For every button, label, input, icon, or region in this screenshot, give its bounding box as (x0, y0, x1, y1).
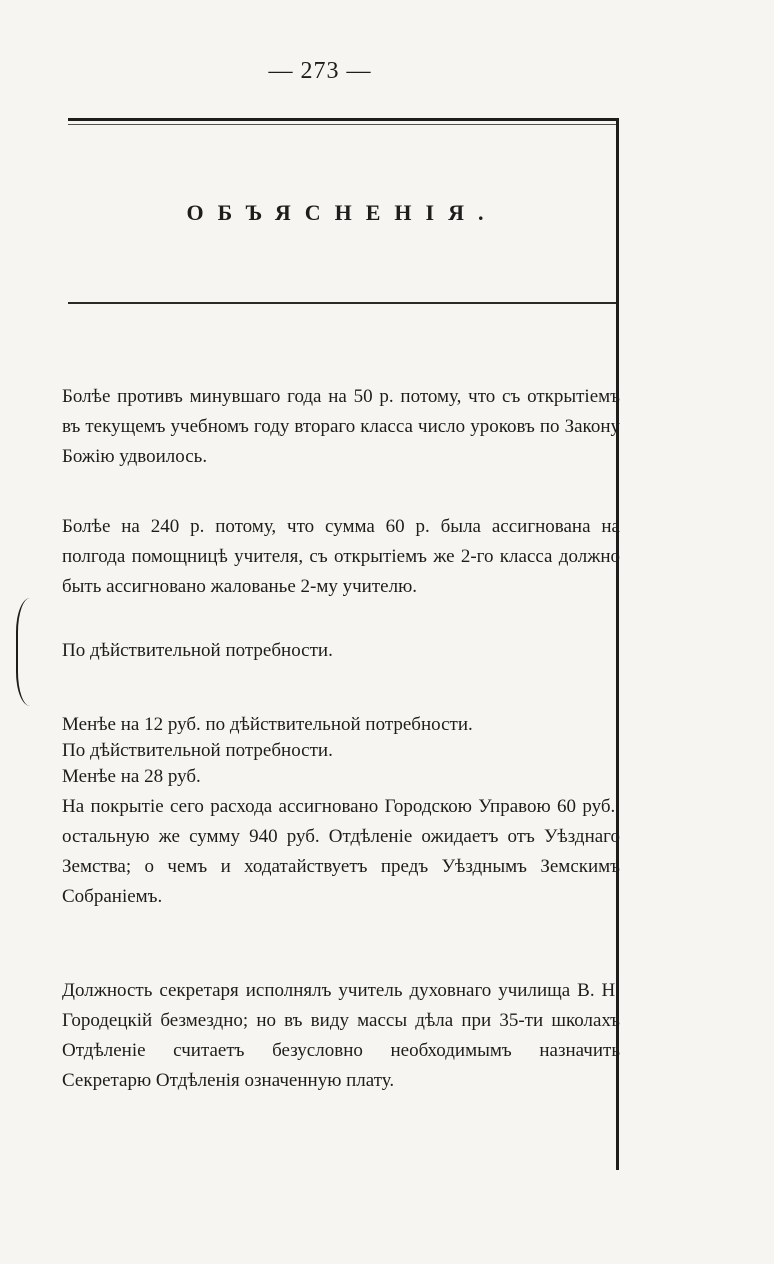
entry-7: На покрытіе сего расхода ассигновано Городскою Управою 60 руб., остальную же сумму 940 руб. Отдѣленіе ожидаетъ отъ Уѣзднаго Земства; о чемъ и ходатайствуетъ предъ Уѣзднымъ Земскимъ Собраніемъ. (62, 796, 620, 907)
top-rule-thin (68, 124, 616, 125)
page-number: — 273 — (268, 58, 372, 84)
header-bottom-rule (68, 302, 616, 304)
entry-3: По дѣйствительной потребности. (62, 640, 333, 661)
entry-2: Болѣе на 240 р. потому, что сумма 60 р. была ассигнована на полгода помощницѣ учителя, съ открытіемъ же 2-го класса должно быть ассигновано жалованье 2-му учителю. (62, 516, 620, 597)
entry-5: По дѣйствительной потребности. (62, 740, 333, 761)
brace (16, 598, 32, 706)
entry-6: Менѣе на 28 руб. (62, 766, 201, 787)
entry-8: Должность секретаря исполнялъ учитель духовнаго училища В. Н. Городецкій безмездно; но въ виду массы дѣла при 35-ти школахъ Отдѣленіе считаетъ безусловно необходимымъ назначить Секретарю Отдѣленія означенную плату. (62, 980, 620, 1091)
entry-4: Менѣе на 12 руб. по дѣйствительной потребности. (62, 714, 473, 735)
section-heading: ОБЪЯСНЕНІЯ. (186, 200, 498, 225)
entry-1: Болѣе противъ минувшаго года на 50 р. потому, что съ открытіемъ въ текущемъ учебномъ году втораго класса число уроковъ по Закону Божію удвоилось. (62, 386, 620, 467)
top-rule (68, 118, 616, 121)
